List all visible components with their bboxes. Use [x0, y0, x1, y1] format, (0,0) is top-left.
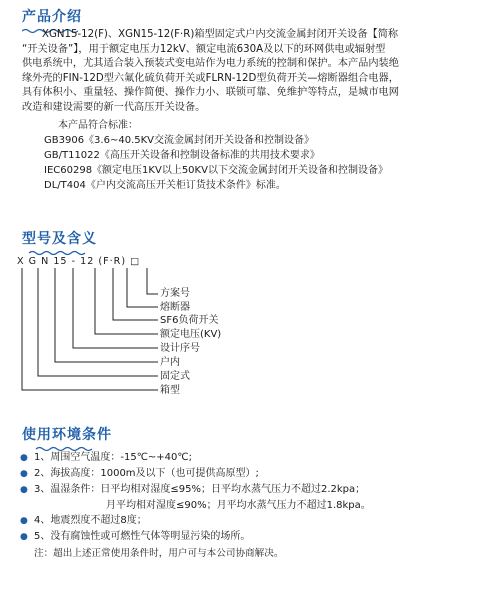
- intro-line: “开关设备”】，用于额定电压力12kV、额定电流630A及以下的环网供电或辐射型: [22, 43, 386, 55]
- environment-item: ● 3、温湿条件：日平均相对湿度≤95%；日平均水蒸气压力不超过2.2kpa；: [20, 482, 371, 498]
- environment-item-continued: 月平均相对湿度≤90%；月平均水蒸气压力不超过1.8kpa。: [106, 500, 371, 511]
- bullet-icon: ●: [20, 469, 28, 479]
- environment-list: [20, 450, 371, 545]
- environment-item: ● 5、没有腐蚀性或可燃性气体等明显污染的场所。: [20, 529, 371, 545]
- intro-paragraph: [22, 28, 464, 116]
- heading-text: 使用环境条件: [22, 427, 112, 443]
- environment-item: ● 1、周围空气温度：-15℃~+40℃;: [20, 450, 371, 466]
- standards-list: [44, 118, 388, 193]
- intro-line: 具有体积小、重量轻、操作简便、操作力小、联锁可靠、免维护等特点，是城市电网: [22, 87, 399, 99]
- standard-item: DL/T404《户内交流高压开关柜订货技术条件》标准。: [44, 180, 286, 191]
- model-label-box-type: 箱型: [160, 385, 180, 396]
- model-breakdown-lines: [0, 266, 480, 406]
- bullet-icon: ●: [20, 516, 28, 526]
- standard-item: GB3906《3.6~40.5KV交流金属封闭开关设备和控制设备》: [44, 135, 315, 146]
- model-label-sf6-switch: SF6负荷开关: [160, 315, 219, 326]
- intro-line: 供电系统中，尤其适合装入预装式变电站作为电力系统的控制和保护。本产品内装绝: [22, 58, 399, 70]
- environment-note: 注：超出上述正常使用条件时，用户可与本公司协商解决。: [34, 548, 284, 559]
- model-label-fixed: 固定式: [160, 371, 190, 382]
- model-label-design-serial: 设计序号: [160, 343, 200, 354]
- heading-text: 产品介绍: [22, 9, 82, 25]
- section-heading-environment: [22, 424, 112, 452]
- model-label-indoor: 户内: [160, 357, 180, 368]
- bullet-icon: ●: [20, 532, 28, 542]
- bullet-icon: ●: [20, 453, 28, 463]
- heading-text: 型号及含义: [22, 231, 97, 247]
- model-label-fuse: 熔断器: [160, 302, 190, 313]
- bullet-icon: ●: [20, 485, 28, 495]
- environment-item: ● 2、海拔高度：1000m及以下（也可提供高原型）;: [20, 466, 371, 482]
- standard-item: IEC60298《额定电压1KV以上50KV以下交流金属封闭开关设备和控制设备》: [44, 165, 388, 176]
- model-code: X G N 15 - 12 (F·R) □: [17, 256, 141, 267]
- standard-item: GB/T11022《高压开关设备和控制设备标准的共用技术要求》: [44, 150, 320, 161]
- intro-line: XGN15-12(F)、XGN15-12(F·R)箱型固定式户内交流金属封闭开关设备【简称: [42, 29, 399, 40]
- standards-title: 本产品符合标准：: [58, 120, 138, 131]
- intro-line: 改造和建设需要的新一代高压开关设备。: [22, 101, 206, 113]
- environment-item: ● 4、地震烈度不超过8度；: [20, 513, 371, 529]
- model-label-scheme: 方案号: [160, 288, 190, 299]
- section-heading-model: [22, 228, 97, 256]
- model-label-rated-voltage: 额定电压(KV): [160, 329, 222, 340]
- intro-line: 缘外壳的FIN-12D型六氟化硫负荷开关或FLRN-12D型负荷开关—熔断器组合电器，: [22, 72, 399, 84]
